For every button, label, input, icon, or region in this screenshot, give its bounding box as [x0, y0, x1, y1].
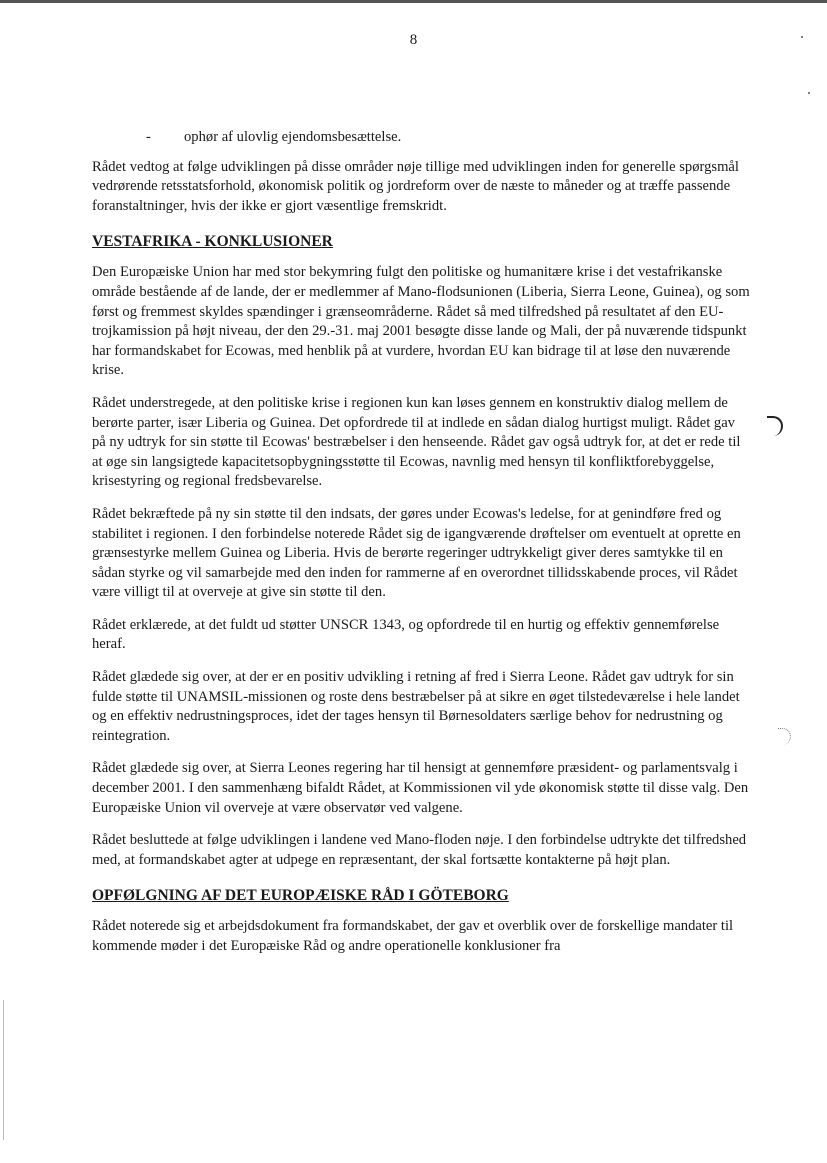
paragraph: Den Europæiske Union har med stor bekymring fulgt den politiske og humanitære krise i det vestafrikanske område bestående af de lande, der er medlemmer af Mano-flodsunionen (Liberia, Sierra Leone, Guinea), og som først og fremmest skyldes spændinger i grænseområderne. Rådet så med tilfredshed på resultatet af den EU-trojkamission på højt niveau, der den 29.-31. maj 2001 besøgte disse lande og Mali, der på nuværende tidspunkt har formandskabet for Ecowas, med henblik på at vurdere, hvordan EU kan bidrage til at løse den nuværende krise. [92, 264, 750, 379]
paragraph: Rådet glædede sig over, at der er en positiv udvikling i retning af fred i Sierra Leone. Rådet gav udtryk for sin fulde støtte til UNAMSIL-missionen og roste dens bestræbelser på at sikre en øget tilstedeværelse i hele landet og en effektiv nedrustningsproces, idet der tages hensyn til Børnesoldaters særlige behov for nedrustning og reintegration. [92, 669, 740, 744]
bullet-marker: - [146, 129, 151, 145]
paragraph: Rådet bekræftede på ny sin støtte til den indsats, der gøres under Ecowas's ledelse, for at genindføre fred og stabilitet i regionen. I den forbindelse noterede Rådet sig de igangværende drøftelser om eventuelt at oprette en grænsestyrke mellem Guinea og Liberia. Hvis de berørte regeringer udtrykkeligt giver deres samtykke til en sådan styrke og vil samarbejde med den inden for rammerne af en overordnet tillidsskabende proces, vil Rådet være villigt til at overveje at give sin støtte til den. [92, 505, 741, 601]
paragraph: Rådet besluttede at følge udviklingen i landene ved Mano-floden nøje. I den forbindelse udtrykte det tilfredshed med, at formandskabet agter at udpege en repræsentant, der skal fortsætte kontakterne på højt plan. [92, 832, 747, 868]
paragraph: Rådet noterede sig et arbejdsdokument fra formandskabet, der gav et overblik over de forskellige mandater til kommende møder i det Europæiske Råd og andre operationelle konklusioner fra [92, 918, 734, 954]
scan-speck [801, 36, 803, 38]
paragraph: Rådet erklærede, at det fuldt ud støtter UNSCR 1343, og opfordrede til en hurtig og effektiv gennemførelse heraf. [92, 616, 720, 653]
section-heading-vestafrika: VESTAFRIKA - KONKLUSIONER [92, 233, 333, 251]
paragraph: Rådet glædede sig over, at Sierra Leones regering har til hensigt at gennemføre præsident- og parlamentsvalg i december 2001. I den sammenhæng bifaldt Rådet, at Kommissionen vil yde økonomisk støtte til disse valg. Den Europæiske Union vil overveje at være observatør ved valgene. [92, 760, 749, 816]
scan-edge-line [3, 1000, 4, 1140]
paragraph: Rådet understregede, at den politiske krise i regionen kun kan løses gennem en konstruktiv dialog mellem de berørte parter, især Liberia og Guinea. Det opfordrede til at indlede en sådan dialog hurtigst muligt. Rådet gav på ny udtryk for sin støtte til Ecowas' bestræbelser i den henseende. Rådet gav også udtryk for, at det er rede til at øge sin langsigtede kapacitetsopbygningsstøtte til Ecowas, navnlig med hensyn til konfliktforebyggelse, krisestyring og regional fredsbevarelse. [92, 394, 741, 490]
page-number: 8 [409, 32, 418, 48]
section-heading-goteborg: OPFØLGNING AF DET EUROPÆISKE RÅD I GÖTEBORG [92, 887, 509, 905]
page-top-border [0, 0, 827, 3]
bullet-text: ophør af ulovlig ejendomsbesættelse. [184, 129, 402, 145]
intro-paragraph: Rådet vedtog at følge udviklingen på disse områder nøje tillige med udviklingen inden for generelle spørgsmål vedrørende retsstatsforhold, økonomisk politik og jordreform over de næste to måneder og at træffe passende foranstaltninger, hvis der ikke er gjort væsentlige fremskridt. [92, 158, 739, 214]
scan-speck [808, 92, 810, 94]
margin-bracket-mark [767, 416, 783, 436]
document-body [92, 128, 752, 970]
bullet-item [146, 128, 752, 148]
margin-bracket-mark-faint [778, 728, 791, 745]
